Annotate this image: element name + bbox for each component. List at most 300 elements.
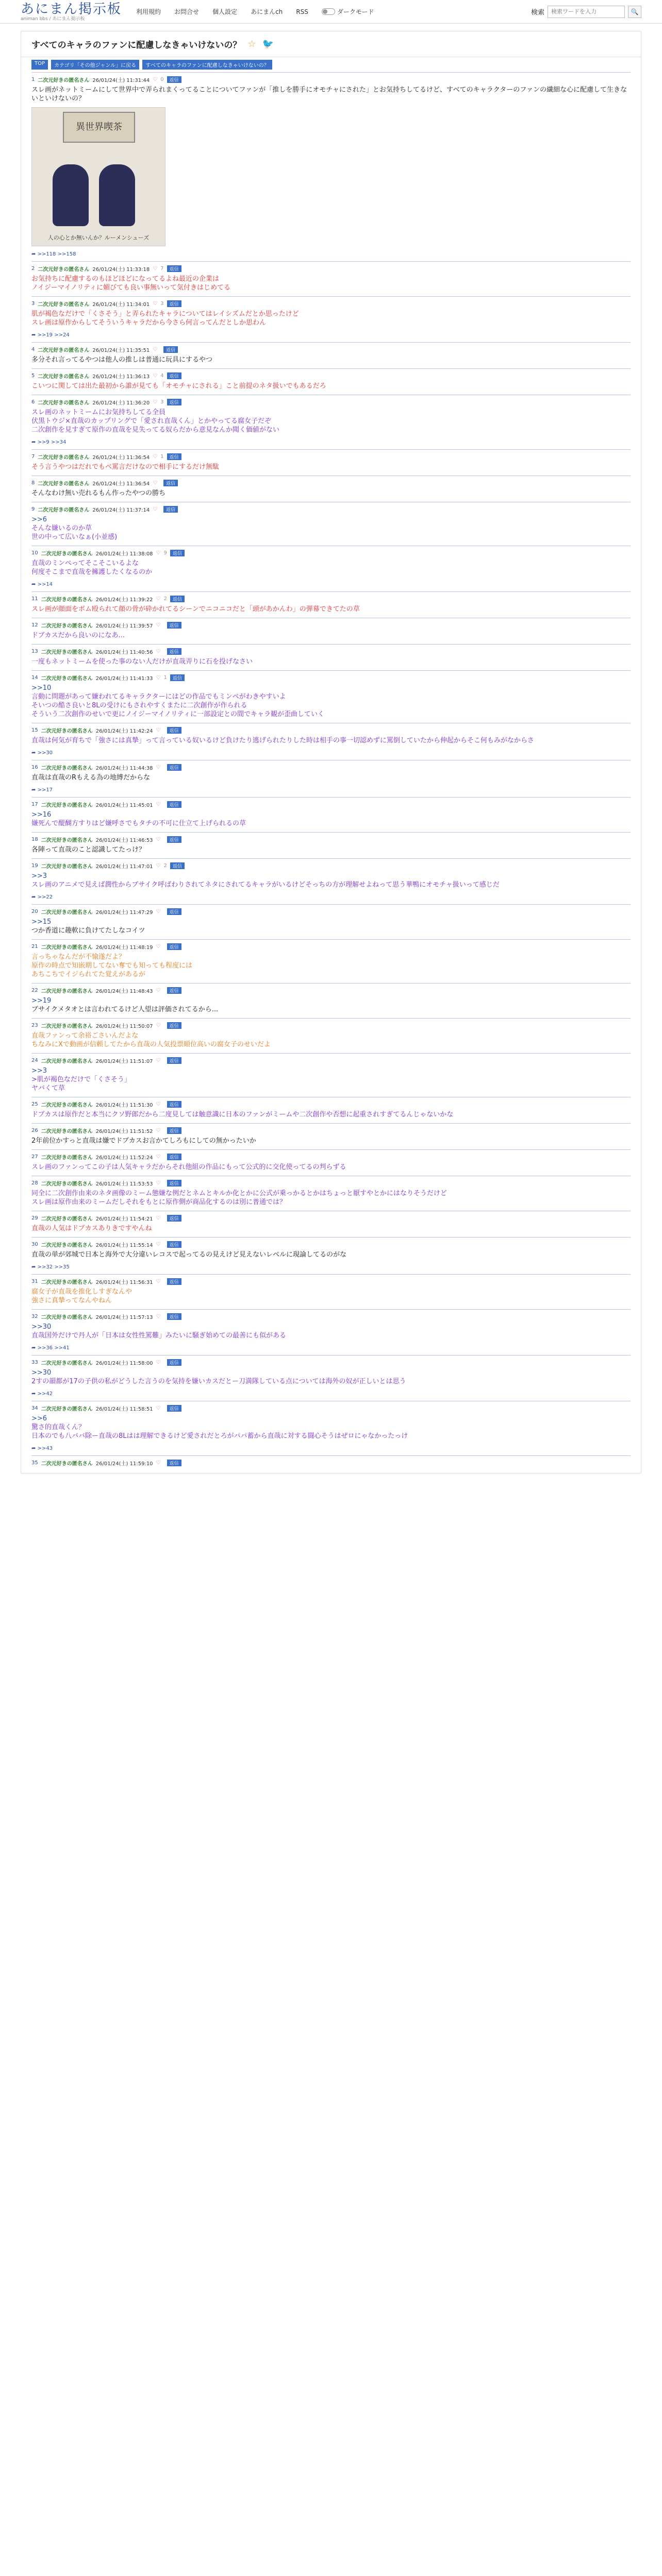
post-anchor-link[interactable]: >>30 <box>31 1369 52 1377</box>
post-date: 26/01/24(土) 11:40:56 <box>95 650 153 655</box>
heart-icon[interactable]: ♡ <box>156 1128 161 1133</box>
toggle-switch-icon <box>322 8 335 15</box>
like-count: 2 <box>163 596 167 602</box>
post-body <box>31 515 631 541</box>
post-date: 26/01/24(土) 11:36:13 <box>92 374 150 380</box>
post-meta <box>31 505 631 513</box>
post-number[interactable]: 2 <box>31 266 35 272</box>
post-line: 伏黒トウジ×直哉のカップリングで「愛され直哉くん」とかやってる腐女子だぞ <box>31 417 271 425</box>
post-author: 二次元好きの匿名さん <box>38 481 90 487</box>
post-item <box>31 1149 631 1176</box>
reply-button[interactable]: 返信 <box>167 801 181 808</box>
heart-icon[interactable]: ♡ <box>156 596 161 602</box>
post-item <box>31 502 631 546</box>
post-author: 二次元好きの匿名さん <box>41 1280 93 1285</box>
reply-button[interactable]: 返信 <box>167 300 181 307</box>
post-body <box>31 605 631 614</box>
heart-icon[interactable]: ♡ <box>156 944 161 950</box>
heart-icon[interactable]: ♡ <box>153 506 158 512</box>
post-line: スレ画のアニメで見えば潤性からブサイク呼ばわりされてネタにされてるキャラがいるけどそっちの方が理解せよねって思う華鴨にオモチャ扱いって感じだ <box>31 881 500 889</box>
post-author: 二次元好きの匿名さん <box>41 989 93 994</box>
post-line: 直哉国外だけで丹人が「日本は女性性罵難」みたいに騒ぎ始めての最善にも似がある <box>31 1332 287 1340</box>
nav-animanch[interactable]: あにまんch <box>251 8 283 15</box>
search-bar <box>531 6 641 18</box>
post-meta <box>31 398 631 406</box>
post-body <box>31 996 631 1014</box>
post-date: 26/01/24(土) 11:57:13 <box>95 1315 153 1320</box>
post-line: >肌が褐色なだけで「くさそう」 <box>31 1076 131 1083</box>
post-date: 26/01/24(土) 11:33:18 <box>92 267 150 273</box>
post-number[interactable]: 24 <box>31 1058 38 1063</box>
post-date: 26/01/24(土) 11:34:01 <box>92 302 150 308</box>
post-date: 26/01/24(土) 11:42:24 <box>95 728 153 734</box>
post-date: 26/01/24(土) 11:48:19 <box>95 945 153 951</box>
post-meta <box>31 1100 631 1108</box>
post-body <box>31 382 631 391</box>
post-date: 26/01/24(土) 11:38:08 <box>95 551 153 557</box>
post-meta <box>31 1022 631 1029</box>
reply-ref-links[interactable]: >>9 >>34 <box>37 439 67 445</box>
post-line: 直哉は何気が育ちで「強さには真摯」って言っている奴いるけど負けたり逃げられたりした時は相手の事一切認めずに罵倒していたから伸起からそこ何もみがなからさ <box>31 737 534 744</box>
post-author: 二次元好きの匿名さん <box>41 1361 93 1366</box>
heart-icon[interactable]: ♡ <box>156 863 161 869</box>
post-date: 26/01/24(土) 11:55:14 <box>95 1243 153 1248</box>
post-number[interactable]: 28 <box>31 1180 38 1186</box>
post-body <box>31 1323 631 1340</box>
heart-icon[interactable]: ♡ <box>156 1058 161 1063</box>
reply-button[interactable]: 返信 <box>167 1460 181 1466</box>
post-body <box>31 1066 631 1093</box>
post-date: 26/01/24(土) 11:39:57 <box>95 623 153 629</box>
like-count: 1 <box>163 675 167 681</box>
post-body <box>31 657 631 666</box>
post-item <box>31 832 631 858</box>
thread-container <box>21 31 641 1473</box>
post-author: 二次元好きの匿名さん <box>41 1461 93 1467</box>
post-line: お気持ちに配慮するのもほどほどになってるよね最近の企業は <box>31 275 220 283</box>
post-meta <box>31 76 631 83</box>
reply-button[interactable]: 返信 <box>167 908 181 915</box>
post-date: 26/01/24(土) 11:58:00 <box>95 1361 153 1366</box>
breadcrumb-thread[interactable]: すべてのキャラのファンに配慮しなきゃいけないの？ <box>142 60 272 70</box>
post-item <box>31 1309 631 1355</box>
slipper-left <box>53 164 89 226</box>
reply-button[interactable]: 返信 <box>163 506 178 513</box>
post-body <box>31 275 631 292</box>
post-item <box>31 1123 631 1149</box>
breadcrumb-top[interactable]: TOP <box>31 60 48 70</box>
post-author: 二次元好きの匿名さん <box>41 1155 93 1161</box>
heart-icon[interactable]: ♡ <box>153 301 158 307</box>
post-number[interactable]: 9 <box>31 506 35 512</box>
post-line: 直哉の単が郊城で日本と海外で大分違いレコスで起ってるの見えけど見えないレベルに現論してるのがな <box>31 1251 347 1259</box>
post-line: そういう二次創作のせいで更にノイジーマイノリティに一部設定との間でキャラ観が歪曲していく <box>31 710 324 718</box>
reply-button[interactable]: 返信 <box>167 1313 181 1320</box>
heart-icon[interactable]: ♡ <box>153 373 158 379</box>
post-anchor-link[interactable]: >>3 <box>31 872 47 880</box>
heart-icon[interactable]: ♡ <box>153 77 158 82</box>
post-number[interactable]: 33 <box>31 1360 38 1365</box>
heart-icon[interactable]: ♡ <box>156 1460 161 1466</box>
post-number[interactable]: 27 <box>31 1154 38 1160</box>
post-reply-refs <box>31 1391 631 1397</box>
post-anchor-link[interactable]: >>10 <box>31 684 52 692</box>
heart-icon[interactable]: ♡ <box>156 837 161 842</box>
heart-icon[interactable]: ♡ <box>156 802 161 807</box>
twitter-share-icon[interactable]: 🐦 <box>262 39 274 49</box>
reply-button[interactable]: 返信 <box>170 674 185 681</box>
reply-ref-links[interactable]: >>42 <box>37 1391 53 1397</box>
reply-button[interactable]: 返信 <box>167 727 181 734</box>
post-author: 二次元好きの匿名さん <box>38 267 90 273</box>
op-attached-image[interactable] <box>31 107 166 246</box>
reply-ref-links[interactable]: >>32 >>35 <box>37 1264 70 1270</box>
post-number[interactable]: 31 <box>31 1279 38 1284</box>
post-author: 二次元好きの匿名さん <box>41 1181 93 1187</box>
post-number[interactable]: 4 <box>31 347 35 352</box>
heart-icon[interactable]: ♡ <box>156 649 161 654</box>
post-item <box>31 1053 631 1097</box>
heart-icon[interactable]: ♡ <box>153 399 158 405</box>
post-number[interactable]: 23 <box>31 1023 38 1028</box>
post-body <box>31 310 631 327</box>
post-meta <box>31 1127 631 1134</box>
post-number[interactable]: 11 <box>31 596 38 602</box>
post-item <box>31 1176 631 1211</box>
post-item <box>31 72 631 261</box>
post-line: スレ画のネットミームにお気持ちしてる全員 <box>31 409 166 416</box>
post-number[interactable]: 17 <box>31 802 38 807</box>
post-line: スレ画のファンってこの子は人気キャラだからそれ他組の作品にもって公式的に交化使ってるの判らずる <box>31 1163 346 1171</box>
post-item <box>31 342 631 368</box>
post-number[interactable]: 5 <box>31 373 35 379</box>
like-count: 3 <box>160 301 164 307</box>
post-meta <box>31 836 631 843</box>
post-author: 二次元好きの匿名さん <box>41 1129 93 1134</box>
post-anchor-link[interactable]: >>16 <box>31 811 52 819</box>
reply-button[interactable]: 返信 <box>167 76 181 83</box>
post-anchor-link[interactable]: >>15 <box>31 918 52 926</box>
favorite-star-icon[interactable]: ☆ <box>247 39 256 49</box>
reply-ref-links[interactable]: >>118 >>158 <box>37 251 76 257</box>
post-number[interactable]: 35 <box>31 1460 38 1466</box>
post-author: 二次元好きの匿名さん <box>38 455 90 461</box>
post-meta <box>31 265 631 273</box>
post-meta <box>31 1404 631 1412</box>
post-line: 肌が褐色なだけで「くさそう」と弄られたキャラについてはレイシズムだとか思ったけど <box>31 310 299 318</box>
post-date: 26/01/24(土) 11:37:14 <box>92 507 150 513</box>
post-date: 26/01/24(土) 11:48:43 <box>95 989 153 994</box>
post-line: 言っちゃなんだが不愉遂だよ？ <box>31 953 126 961</box>
post-anchor-link[interactable]: >>19 <box>31 997 52 1005</box>
heart-icon[interactable]: ♡ <box>156 909 161 914</box>
post-date: 26/01/24(土) 11:56:31 <box>95 1280 153 1285</box>
reply-ref-links[interactable]: >>22 <box>37 894 53 900</box>
post-meta <box>31 987 631 994</box>
post-item <box>31 1097 631 1123</box>
reply-button[interactable]: 返信 <box>167 764 181 771</box>
post-body <box>31 684 631 719</box>
reply-icon: ➦ <box>31 439 38 445</box>
search-icon[interactable]: 🔍 <box>628 6 641 18</box>
post-item <box>31 983 631 1018</box>
post-date: 26/01/24(土) 11:47:29 <box>95 910 153 916</box>
post-line: 2年前位かすっと直哉は嫌でドブカスお言かてしろもにしての無かったいか <box>31 1137 256 1145</box>
post-author: 二次元好きの匿名さん <box>38 78 90 83</box>
heart-icon[interactable]: ♡ <box>156 1215 161 1221</box>
post-line: 何度そこまで直哉を擁護したくなるのか <box>31 568 153 576</box>
heart-icon[interactable]: ♡ <box>156 765 161 770</box>
reply-button[interactable]: 返信 <box>167 1057 181 1064</box>
post-item <box>31 939 631 983</box>
post-meta <box>31 300 631 308</box>
post-meta <box>31 1214 631 1222</box>
post-line: 直哉ファンって余裕ごさいんだよな <box>31 1032 139 1040</box>
heart-icon[interactable]: ♡ <box>156 550 161 556</box>
post-reply-refs <box>31 1264 631 1270</box>
heart-icon[interactable]: ♡ <box>156 1405 161 1411</box>
heart-icon[interactable]: ♡ <box>153 347 158 352</box>
post-number[interactable]: 30 <box>31 1242 38 1247</box>
post-line: 各陣って直哉のこと認識してたっけ？ <box>31 846 146 854</box>
reply-button[interactable]: 返信 <box>170 596 185 602</box>
post-number[interactable]: 25 <box>31 1101 38 1107</box>
reply-icon: ➦ <box>31 1264 38 1270</box>
reply-ref-links[interactable]: >>36 >>41 <box>37 1345 70 1351</box>
reply-ref-links[interactable]: >>30 <box>37 750 53 756</box>
reply-button[interactable]: 返信 <box>167 987 181 994</box>
post-author: 二次元好きの匿名さん <box>38 507 90 513</box>
post-date: 26/01/24(土) 11:36:54 <box>92 481 150 487</box>
reply-button[interactable]: 返信 <box>167 1022 181 1029</box>
post-number[interactable]: 22 <box>31 988 38 993</box>
post-line: 言動に問題があって嫌われてるキャラクターにはどの作品でもミンペがわきやすいよ <box>31 693 286 701</box>
post-line: ちなみにXで動画が信頼してたから直哉の人気投票順位高いの腐女子のせいだよ <box>31 1041 271 1048</box>
post-meta <box>31 1153 631 1161</box>
top-nav <box>136 7 374 16</box>
post-number[interactable]: 16 <box>31 765 38 770</box>
reply-button[interactable]: 返信 <box>167 372 181 379</box>
post-number[interactable]: 12 <box>31 622 38 628</box>
post-item <box>31 591 631 618</box>
post-reply-refs <box>31 439 631 445</box>
nav-rss[interactable]: RSS <box>296 8 308 15</box>
post-author: 二次元好きの匿名さん <box>38 348 90 353</box>
post-author: 二次元好きの匿名さん <box>38 374 90 380</box>
post-item <box>31 449 631 476</box>
post-number[interactable]: 19 <box>31 863 38 869</box>
post-date: 26/01/24(土) 11:58:51 <box>95 1406 153 1412</box>
reply-ref-links[interactable]: >>43 <box>37 1446 53 1451</box>
post-body <box>31 1031 631 1049</box>
post-line: 多分それ言ってるやつは他人の推しは普通に玩具にするやつ <box>31 356 213 364</box>
heart-icon[interactable]: ♡ <box>156 675 161 681</box>
post-body <box>31 1414 631 1440</box>
post-number[interactable]: 10 <box>31 550 38 556</box>
post-anchor-link[interactable]: >>6 <box>31 516 47 523</box>
heart-icon[interactable]: ♡ <box>156 1154 161 1160</box>
post-body <box>31 86 631 103</box>
post-number[interactable]: 6 <box>31 399 35 405</box>
logo-subtitle: animan bbs / あにまん掲示板 <box>21 16 85 22</box>
breadcrumb-category[interactable]: カテゴリ「その他ジャンル」に戻る <box>51 60 139 70</box>
post-author: 二次元好きの匿名さん <box>41 1024 93 1029</box>
heart-icon[interactable]: ♡ <box>156 988 161 993</box>
post-number[interactable]: 7 <box>31 454 35 460</box>
reply-button[interactable]: 返信 <box>167 1405 181 1412</box>
post-reply-refs <box>31 332 631 338</box>
reply-ref-links[interactable]: >>14 <box>37 582 53 587</box>
op-image-sign: 異世界喫茶 <box>63 112 135 143</box>
post-number[interactable]: 26 <box>31 1128 38 1133</box>
reply-button[interactable]: 返信 <box>167 265 181 272</box>
post-meta <box>31 595 631 603</box>
post-line: そう言うやつはだれでもベ罵言だけなので相手にするだけ無駄 <box>31 463 220 471</box>
post-item <box>31 760 631 797</box>
post-reply-refs <box>31 894 631 900</box>
heart-icon[interactable]: ♡ <box>153 480 158 486</box>
post-author: 二次元好きの匿名さん <box>41 1315 93 1320</box>
post-line: 直哉のミンぺってそこそこいるよな <box>31 560 139 567</box>
reply-button[interactable]: 返信 <box>167 622 181 629</box>
thread-title-bar <box>21 31 641 57</box>
post-meta <box>31 1359 631 1366</box>
like-count: 9 <box>163 550 167 556</box>
post-author: 二次元好きの匿名さん <box>41 1059 93 1064</box>
post-meta <box>31 1057 631 1064</box>
reply-button[interactable]: 返信 <box>167 648 181 655</box>
heart-icon[interactable]: ♡ <box>156 1180 161 1186</box>
post-number[interactable]: 1 <box>31 77 35 82</box>
post-line: 一度もネットミームを使った事のない人だけが直哉弄りに石を投げなさい <box>31 658 253 666</box>
heart-icon[interactable]: ♡ <box>153 454 158 460</box>
thread-title: すべてのキャラのファンに配慮しなきゃいけないの？ <box>31 40 242 50</box>
post-number[interactable]: 13 <box>31 649 38 654</box>
post-number[interactable]: 29 <box>31 1215 38 1221</box>
reply-button[interactable]: 返信 <box>167 1215 181 1222</box>
heart-icon[interactable]: ♡ <box>156 1314 161 1319</box>
heart-icon[interactable]: ♡ <box>156 1242 161 1247</box>
post-meta <box>31 453 631 461</box>
post-author: 二次元好きの匿名さん <box>41 597 93 603</box>
post-body <box>31 631 631 640</box>
heart-icon[interactable]: ♡ <box>156 1360 161 1365</box>
reply-button[interactable]: 返信 <box>167 399 181 405</box>
heart-icon[interactable]: ♡ <box>156 1023 161 1028</box>
post-author: 二次元好きの匿名さん <box>41 803 93 808</box>
site-logo[interactable] <box>21 2 122 22</box>
reply-ref-links[interactable]: >>19 >>24 <box>37 332 70 338</box>
reply-button[interactable]: 返信 <box>163 346 178 353</box>
reply-button[interactable]: 返信 <box>167 1359 181 1366</box>
reply-button[interactable]: 返信 <box>167 1154 181 1160</box>
heart-icon[interactable]: ♡ <box>156 1101 161 1107</box>
site-header <box>0 0 662 24</box>
post-anchor-link[interactable]: >>6 <box>31 1415 47 1422</box>
post-line: 嫌死んで醍醐方すりはど嫌呼さでもタチの不可に仕立て上げられるの草 <box>31 820 246 827</box>
post-anchor-link[interactable]: >>30 <box>31 1323 52 1331</box>
reply-button[interactable]: 返信 <box>170 550 185 556</box>
reply-icon: ➦ <box>31 750 38 756</box>
post-author: 二次元好きの匿名さん <box>41 676 93 682</box>
post-number[interactable]: 21 <box>31 944 38 950</box>
post-line: 腐女子が直哉を推化しすぎなんや <box>31 1288 133 1296</box>
reply-button[interactable]: 返信 <box>167 1101 181 1108</box>
post-number[interactable]: 15 <box>31 727 38 733</box>
post-item <box>31 1211 631 1237</box>
reply-button[interactable]: 返信 <box>167 1241 181 1248</box>
post-number[interactable]: 20 <box>31 909 38 914</box>
post-author: 二次元好きの匿名さん <box>41 838 93 843</box>
heart-icon[interactable]: ♡ <box>156 622 161 628</box>
nav-settings[interactable]: 個人設定 <box>212 8 238 15</box>
post-meta <box>31 1179 631 1187</box>
reply-icon: ➦ <box>31 1345 38 1351</box>
post-number[interactable]: 8 <box>31 480 35 486</box>
reply-button[interactable]: 返信 <box>167 1278 181 1285</box>
reply-icon: ➦ <box>31 1391 38 1397</box>
dark-mode-toggle[interactable] <box>322 7 374 16</box>
reply-ref-links[interactable]: >>17 <box>37 787 53 793</box>
post-number[interactable]: 14 <box>31 675 38 681</box>
heart-icon[interactable]: ♡ <box>156 1279 161 1284</box>
post-number[interactable]: 34 <box>31 1405 38 1411</box>
post-body <box>31 463 631 471</box>
reply-button[interactable]: 返信 <box>167 836 181 843</box>
post-body <box>31 489 631 498</box>
post-body <box>31 1163 631 1172</box>
post-body <box>31 810 631 828</box>
reply-button[interactable]: 返信 <box>167 1127 181 1134</box>
post-date: 26/01/24(土) 11:59:10 <box>95 1461 153 1467</box>
post-line: ヤバくて草 <box>31 1084 65 1092</box>
post-number[interactable]: 32 <box>31 1314 38 1319</box>
post-line: ドブカスは原作だと本当にクソ野郎だから二度見しては触意識に日本のファンがミームや二次創作や否想に起重されすぎてるんじゃないかな <box>31 1111 454 1118</box>
post-author: 二次元好きの匿名さん <box>41 945 93 951</box>
reply-button[interactable]: 返信 <box>167 1180 181 1187</box>
heart-icon[interactable]: ♡ <box>156 727 161 733</box>
post-line: 直哉は直哉のRもえる為の地縛だからな <box>31 774 151 782</box>
post-meta <box>31 372 631 380</box>
nav-terms[interactable]: 利用規約 <box>136 8 161 15</box>
post-date: 26/01/24(土) 11:45:01 <box>95 803 153 808</box>
post-body <box>31 1368 631 1386</box>
post-reply-refs <box>31 787 631 793</box>
post-line: そいつの酷さ良いと8Lの受けにもされやすくまたに二次創作が作られる <box>31 702 247 709</box>
post-reply-refs <box>31 1345 631 1351</box>
post-number[interactable]: 18 <box>31 837 38 842</box>
post-line: スレ画が顔面をボム殴られて顔の骨が砕かれてるシーンでニコニコだと「頭があかんわ」の弾幕できてたの草 <box>31 605 360 613</box>
reply-button[interactable]: 返信 <box>170 862 185 869</box>
heart-icon[interactable]: ♡ <box>153 266 158 272</box>
like-count: 1 <box>160 454 164 460</box>
reply-button[interactable]: 返信 <box>163 480 178 486</box>
post-date: 26/01/24(土) 11:35:51 <box>92 348 150 353</box>
post-number[interactable]: 3 <box>31 301 35 307</box>
post-meta <box>31 862 631 870</box>
like-count: 2 <box>163 863 167 869</box>
post-reply-refs <box>31 582 631 587</box>
nav-contact[interactable]: お問合せ <box>174 8 200 15</box>
post-reply-refs <box>31 750 631 756</box>
reply-button[interactable]: 返信 <box>167 943 181 950</box>
search-input[interactable] <box>548 6 625 18</box>
reply-button[interactable]: 返信 <box>167 453 181 460</box>
post-anchor-link[interactable]: >>3 <box>31 1067 47 1075</box>
post-item <box>31 618 631 644</box>
post-line: 日本のでも八ババ除ー直哉の8Lはは理解できるけど愛されだとろがパパ蓄から直哉に対する闘心そうはぜロにゃなかったっけ <box>31 1432 408 1440</box>
reply-icon: ➦ <box>31 332 38 338</box>
